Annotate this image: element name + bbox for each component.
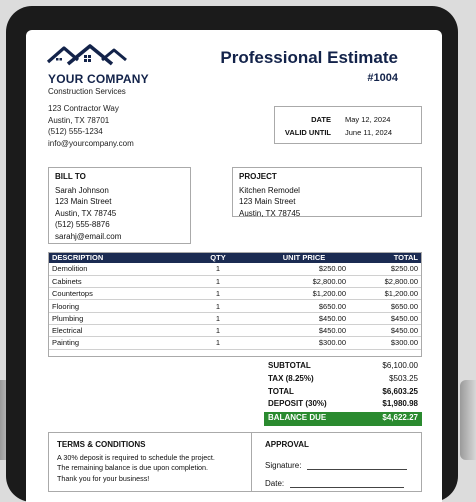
- valid-until-label: VALID UNTIL: [284, 128, 331, 137]
- terms-section: [57, 440, 215, 484]
- cell-qty: 1: [178, 312, 258, 324]
- signature-field[interactable]: [265, 461, 407, 470]
- balance-due-row: [264, 412, 422, 426]
- neighbor-device-edge-right: [460, 380, 476, 460]
- approval-date-line[interactable]: [290, 480, 404, 488]
- client-email: sarahj@email.com: [55, 231, 122, 241]
- approval-heading: APPROVAL: [265, 440, 309, 449]
- company-address: [48, 103, 134, 149]
- project-box: [232, 167, 422, 217]
- client-city: Austin, TX 78745: [55, 208, 117, 218]
- cell-qty: 1: [178, 300, 258, 312]
- table-row: [48, 288, 422, 300]
- cell-unit-price: $250.00: [258, 263, 350, 275]
- tax-row: [264, 374, 422, 387]
- table-header-row: [48, 252, 422, 263]
- house-roofline-icon: [46, 44, 128, 74]
- balance-due-label: BALANCE DUE: [268, 413, 327, 423]
- cell-unit-price: $300.00: [258, 337, 350, 349]
- document-number: #1004: [367, 72, 398, 84]
- cell-description: Demolition: [48, 263, 178, 275]
- column-header-description: DESCRIPTION: [48, 252, 178, 263]
- approval-date-label: Date:: [265, 479, 285, 488]
- cell-description: Flooring: [48, 300, 178, 312]
- table-row: [48, 300, 422, 312]
- cell-qty: 1: [178, 263, 258, 275]
- subtotal-row: [264, 361, 422, 374]
- cell-total: $300.00: [350, 337, 422, 349]
- valid-until-value: June 11, 2024: [345, 128, 392, 137]
- cell-unit-price: $2,800.00: [258, 275, 350, 287]
- footer-box: [48, 432, 422, 492]
- client-phone: (512) 555-8876: [55, 220, 110, 230]
- cell-total: $450.00: [350, 324, 422, 336]
- deposit-row: [264, 399, 422, 412]
- table-row: [48, 263, 422, 275]
- table-row: [48, 324, 422, 336]
- cell-unit-price: $450.00: [258, 312, 350, 324]
- cell-description: Cabinets: [48, 275, 178, 287]
- date-label: DATE: [311, 115, 331, 124]
- signature-label: Signature:: [265, 461, 302, 470]
- cell-qty: 1: [178, 337, 258, 349]
- deposit-label: DEPOSIT (30%): [268, 399, 327, 409]
- table-row: [48, 337, 422, 349]
- estimate-document: [26, 30, 442, 502]
- line-items-table: [48, 252, 422, 350]
- approval-date-field[interactable]: [265, 479, 407, 488]
- cell-total: $250.00: [350, 263, 422, 275]
- cell-total: $450.00: [350, 312, 422, 324]
- cell-qty: 1: [178, 324, 258, 336]
- tax-value: $503.25: [389, 373, 418, 383]
- total-row: [264, 387, 422, 400]
- bill-to-box: [48, 167, 191, 244]
- terms-line: Thank you for your business!: [57, 473, 150, 483]
- approval-section: [265, 440, 407, 497]
- column-header-unit-price: UNIT PRICE: [258, 252, 350, 263]
- cell-description: Electrical: [48, 324, 178, 336]
- date-value: May 12, 2024: [345, 115, 391, 124]
- cell-total: $2,800.00: [350, 275, 422, 287]
- client-name: Sarah Johnson: [55, 185, 109, 195]
- cell-unit-price: $1,200.00: [258, 288, 350, 300]
- project-city: Austin, TX 78745: [239, 208, 301, 218]
- terms-line: The remaining balance is due upon completion.: [57, 463, 209, 472]
- terms-line: A 30% deposit is required to schedule the project.: [57, 452, 215, 462]
- tablet-frame: [6, 6, 458, 502]
- cell-qty: 1: [178, 275, 258, 287]
- document-title: Professional Estimate: [220, 48, 398, 67]
- deposit-value: $1,980.98: [382, 399, 418, 409]
- column-header-total: TOTAL: [350, 252, 422, 263]
- phone-line: (512) 555-1234: [48, 127, 103, 136]
- project-street: 123 Main Street: [239, 197, 296, 207]
- cell-total: $650.00: [350, 300, 422, 312]
- cell-total: $1,200.00: [350, 288, 422, 300]
- tax-label: TAX (8.25%): [268, 373, 314, 383]
- column-header-qty: QTY: [178, 252, 258, 263]
- bill-to-heading: BILL TO: [55, 172, 86, 181]
- project-heading: PROJECT: [239, 172, 277, 181]
- subtotal-label: SUBTOTAL: [268, 361, 311, 370]
- company-tagline: Construction Services: [48, 87, 126, 96]
- subtotal-value: $6,100.00: [382, 361, 418, 370]
- cell-unit-price: $450.00: [258, 324, 350, 336]
- date-box: [274, 106, 422, 144]
- table-row: [48, 275, 422, 287]
- balance-due-value: $4,622.27: [382, 413, 418, 423]
- project-name: Kitchen Remodel: [239, 185, 300, 195]
- client-street: 123 Main Street: [55, 197, 112, 207]
- address-line: Austin, TX 78701: [48, 115, 110, 125]
- footer-divider: [251, 433, 252, 491]
- table-row: [48, 312, 422, 324]
- total-value: $6,603.25: [382, 386, 418, 396]
- totals-summary: [264, 361, 422, 426]
- cell-description: Countertops: [48, 288, 178, 300]
- company-name: YOUR COMPANY: [48, 72, 149, 86]
- cell-unit-price: $650.00: [258, 300, 350, 312]
- cell-qty: 1: [178, 288, 258, 300]
- email-line: info@yourcompany.com: [48, 138, 134, 148]
- cell-description: Painting: [48, 337, 178, 349]
- cell-description: Plumbing: [48, 312, 178, 324]
- signature-line[interactable]: [307, 462, 407, 470]
- terms-heading: TERMS & CONDITIONS: [57, 440, 146, 449]
- total-label: TOTAL: [268, 386, 294, 396]
- address-line: 123 Contractor Way: [48, 104, 119, 113]
